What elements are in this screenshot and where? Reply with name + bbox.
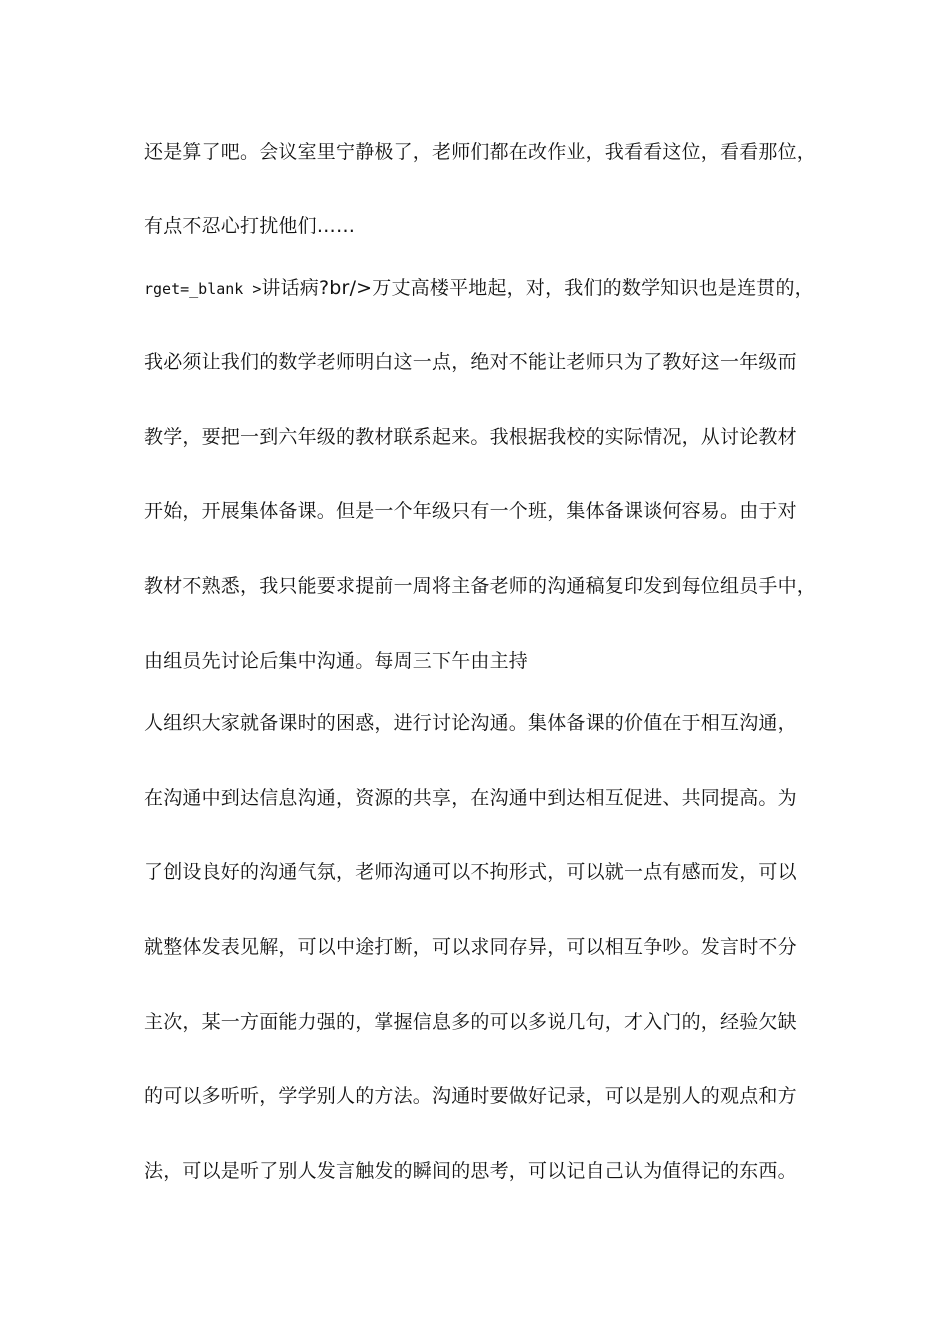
text-line-12: 就整体发表见解，可以中途打断，可以求同存异，可以相互争吵。发言时不分	[144, 936, 797, 958]
text-line-3	[144, 276, 814, 301]
text-line-1: 还是算了吧。会议室里宁静极了，老师们都在改作业，我看看这位，看看那位，	[144, 141, 817, 163]
text-line-5: 教学，要把一到六年级的教材联系起来。我根据我校的实际情况，从讨论教材	[144, 426, 797, 448]
text-line-11: 了创设良好的沟通气氛，老师沟通可以不拘形式，可以就一点有感而发，可以	[144, 861, 797, 883]
text-line-14: 的可以多听听，学学别人的方法。沟通时要做好记录，可以是别人的观点和方	[144, 1085, 797, 1107]
text-line-7: 教材不熟悉，我只能要求提前一周将主备老师的沟通稿复印发到每位组员手中，	[144, 575, 817, 597]
text-line-15: 法，可以是听了别人发言触发的瞬间的思考，可以记自己认为值得记的东西。	[144, 1160, 797, 1182]
text-line-9: 人组织大家就备课时的困惑，进行讨论沟通。集体备课的价值在于相互沟通，	[144, 712, 797, 734]
text-line-4: 我必须让我们的数学老师明白这一点，绝对不能让老师只为了教好这一年级而	[144, 351, 797, 373]
text-line-3-body: 讲话病?br/>万丈高楼平地起，对，我们的数学知识也是连贯的，	[261, 277, 814, 299]
text-line-2: 有点不忍心打扰他们……	[144, 215, 356, 237]
text-line-6: 开始，开展集体备课。但是一个年级只有一个班，集体备课谈何容易。由于对	[144, 500, 797, 522]
text-line-10: 在沟通中到达信息沟通，资源的共享，在沟通中到达相互促进、共同提高。为	[144, 787, 797, 809]
text-line-13: 主次，某一方面能力强的，掌握信息多的可以多说几句，才入门的，经验欠缺	[144, 1011, 797, 1033]
link-markup-fragment: rget=_blank >	[144, 280, 262, 298]
text-line-8: 由组员先讨论后集中沟通。每周三下午由主持	[144, 650, 529, 672]
